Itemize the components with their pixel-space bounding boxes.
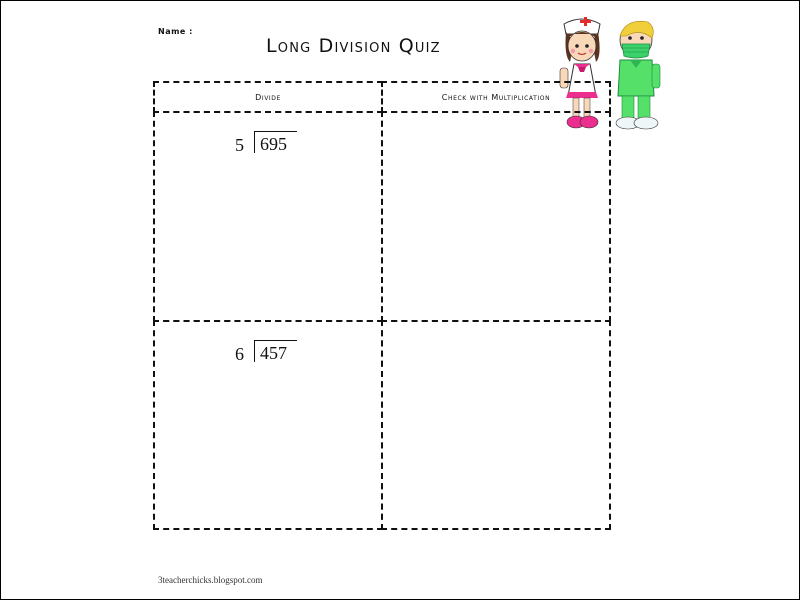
- column-header-label: Divide: [255, 92, 281, 102]
- footer-credit: 3teacherchicks.blogspot.com: [158, 575, 263, 585]
- divide-cell-1[interactable]: [153, 111, 383, 322]
- column-header-label: Check with Multiplication: [441, 92, 551, 102]
- check-cell-2[interactable]: [381, 320, 611, 530]
- divide-cell-2[interactable]: [153, 320, 383, 530]
- column-header-divide: [153, 81, 383, 113]
- column-header-check: [381, 81, 611, 113]
- quiz-title: Long Division Quiz: [266, 35, 441, 57]
- worksheet-table: [153, 81, 611, 530]
- name-label: Name :: [158, 27, 193, 36]
- dividend: 695: [254, 131, 297, 153]
- divisor: 5: [235, 135, 244, 155]
- dividend: 457: [254, 340, 297, 362]
- divisor: 6: [235, 344, 244, 364]
- division-problem-1: [235, 135, 297, 155]
- division-problem-2: [235, 344, 297, 364]
- check-cell-1[interactable]: [381, 111, 611, 322]
